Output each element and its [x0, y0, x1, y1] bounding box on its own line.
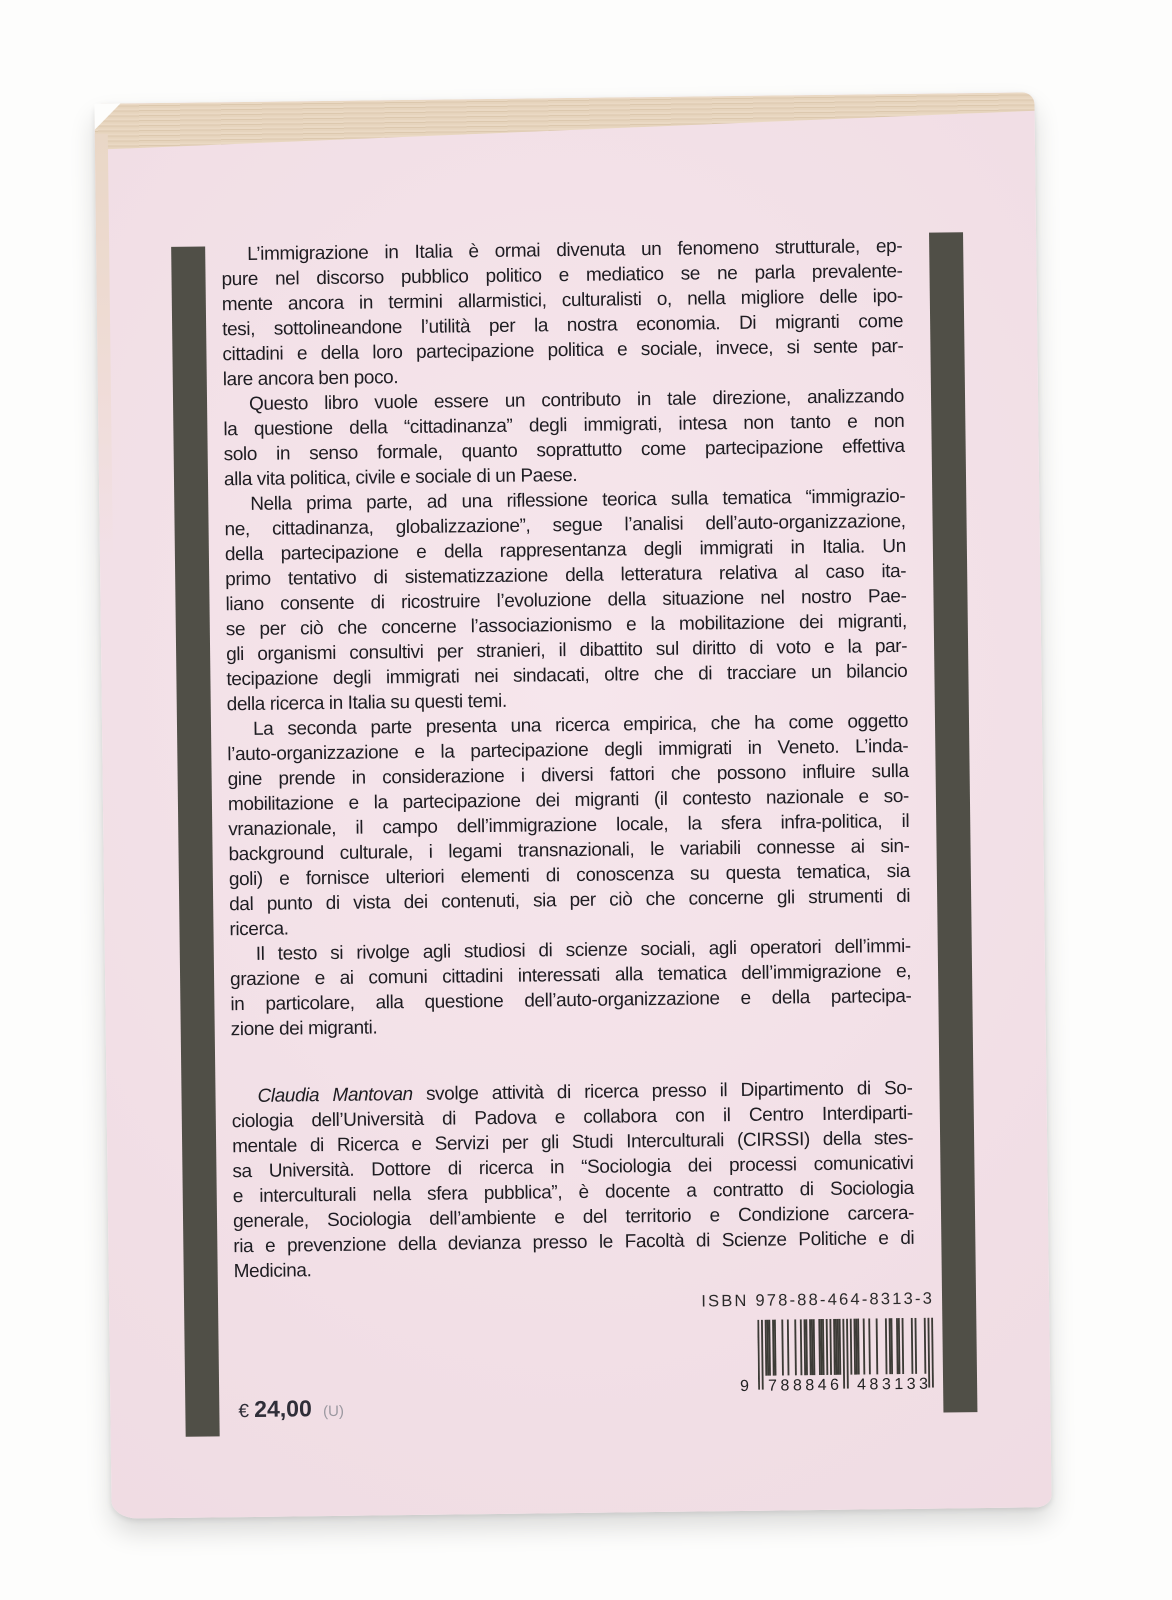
text-line: grazione e ai comuni cittadini interessati alla tematica dell’immigrazione e, — [229, 960, 912, 991]
body-text — [221, 234, 912, 1042]
text-line: della ricerca in Italia su questi temi. — [226, 690, 507, 716]
page-edges-top — [94, 92, 1034, 149]
text-line: Questo libro vuole essere un contributo in tale direzione, analizzando — [248, 385, 905, 415]
text-line: gli organismi consultivi per stranieri, il dibattito sul diritto di voto e la par- — [226, 635, 908, 666]
page-edges-left — [95, 134, 113, 554]
text-line: la questione della “cittadinanza” degli immigrati, intesa non tanto e non — [223, 410, 905, 441]
left-accent-bar — [171, 246, 220, 1436]
author-name: Claudia Mantovan — [257, 1083, 413, 1107]
text-line: mente ancora in termini allarmistici, culturalisti o, nella migliore delle ipo- — [221, 285, 903, 316]
text-line: La seconda parte presenta una ricerca empirica, che ha come oggetto — [252, 710, 909, 740]
text-line: pure nel discorso pubblico politico e mediatico se ne parla prevalente- — [221, 260, 903, 291]
isbn-label: ISBN 978-88-464-8313-3 — [701, 1289, 935, 1311]
text-line: cittadini e della loro partecipazione politica e sociale, invece, si sente par- — [222, 335, 904, 366]
text-line: tecipazione degli immigrati nei sindacati, oltre che di tracciare un bilancio — [226, 660, 908, 691]
text-line: alla vita politica, civile e sociale di un Paese. — [223, 464, 578, 491]
author-bio — [231, 1076, 914, 1284]
text-line: liano consente di ricostruire l’evoluzione della situazione nel nostro Pae- — [225, 585, 907, 616]
text-line: primo tentativo di sistematizzazione della letteratura relativa al caso ita- — [225, 560, 907, 591]
barcode-digit-group: 9 — [740, 1377, 753, 1396]
text-line: sa Università. Dottore di ricerca in “Sociologia dei processi comunicativi — [232, 1152, 914, 1183]
corner-fold — [94, 103, 120, 129]
cover-text-column — [221, 234, 915, 1284]
text-line: generale, Sociologia dell’ambiente e del territorio e Condizione carcera- — [232, 1202, 915, 1233]
price — [238, 1395, 344, 1423]
text-line: ne, cittadinanza, globalizzazione”, segue l’analisi dell’auto-organizzazione, — [224, 510, 906, 541]
text-line: ciologia dell’Università di Padova e collabora con il Centro Interdiparti- — [231, 1102, 913, 1133]
barcode-digit-group: 788846 — [768, 1376, 843, 1395]
text-line: dal punto di vista dei contenuti, sia per ciò che concerne gli strumenti di — [229, 885, 911, 916]
text-line: ria e prevenzione della devianza presso le Facoltà di Scienze Politiche e di — [233, 1227, 915, 1258]
book-back-cover — [94, 92, 1051, 1518]
currency-symbol: € — [238, 1401, 250, 1423]
text-line: Claudia Mantovan svolge attività di ricerca presso il Dipartimento di So- — [257, 1077, 913, 1107]
text-line: in particolare, alla questione dell’auto-organizzazione e della partecipa- — [230, 985, 912, 1016]
text-line: tesi, sottolineandone l’utilità per la nostra economia. Di migranti come — [222, 310, 904, 341]
text-line: goli) e fornisce ulteriori elementi di conoscenza su questa tematica, sia — [228, 860, 910, 891]
text-line: se per ciò che concerne l’associazionismo e la mobilitazione dei migranti, — [225, 610, 907, 641]
right-accent-bar — [929, 232, 977, 1412]
barcode — [739, 1317, 950, 1412]
text-line: vranazionale, il campo dell’immigrazione locale, la sfera infra-politica, il — [228, 810, 910, 841]
text-line: Nella prima parte, ad una riflessione teorica sulla tematica “immigrazio- — [250, 485, 906, 515]
barcode-digits — [740, 1373, 950, 1398]
text-line: gine prende in considerazione i diversi fattori che possono influire sulla — [227, 760, 909, 791]
text-line: ricerca. — [229, 918, 289, 941]
text-line: solo in senso formale, quanto soprattutto come partecipazione effettiva — [223, 435, 905, 466]
text-line: Il testo si rivolge agli studiosi di scienze sociali, agli operatori dell’immi- — [255, 935, 911, 965]
text-line: mentale di Ricerca e Servizi per gli Studi Interculturali (CIRSSI) della stes- — [232, 1127, 914, 1158]
price-note: (U) — [322, 1402, 345, 1421]
text-line: l’auto-organizzazione e la partecipazione degli immigrati in Veneto. L’inda- — [227, 735, 909, 766]
text-line: lare ancora ben poco. — [222, 367, 399, 391]
barcode-digit-group: 483133 — [856, 1375, 932, 1394]
text-line: L’immigrazione in Italia è ormai divenuta un fenomeno strutturale, ep- — [247, 235, 903, 265]
text-line: zione dei migranti. — [230, 1017, 378, 1041]
text-line: della partecipazione e della rappresentanza degli immigrati in Italia. Un — [224, 535, 906, 566]
text-line: Medicina. — [233, 1260, 312, 1283]
text-line: e interculturali nella sfera pubblica”, è docente a contratto di Sociologia — [232, 1177, 914, 1208]
price-amount: 24,00 — [254, 1395, 312, 1422]
text-line: background culturale, i legami transnazionali, le variabili connesse ai sin- — [228, 835, 910, 866]
text-line: mobilitazione e la partecipazione dei migranti (il contesto nazionale e so- — [227, 785, 910, 816]
